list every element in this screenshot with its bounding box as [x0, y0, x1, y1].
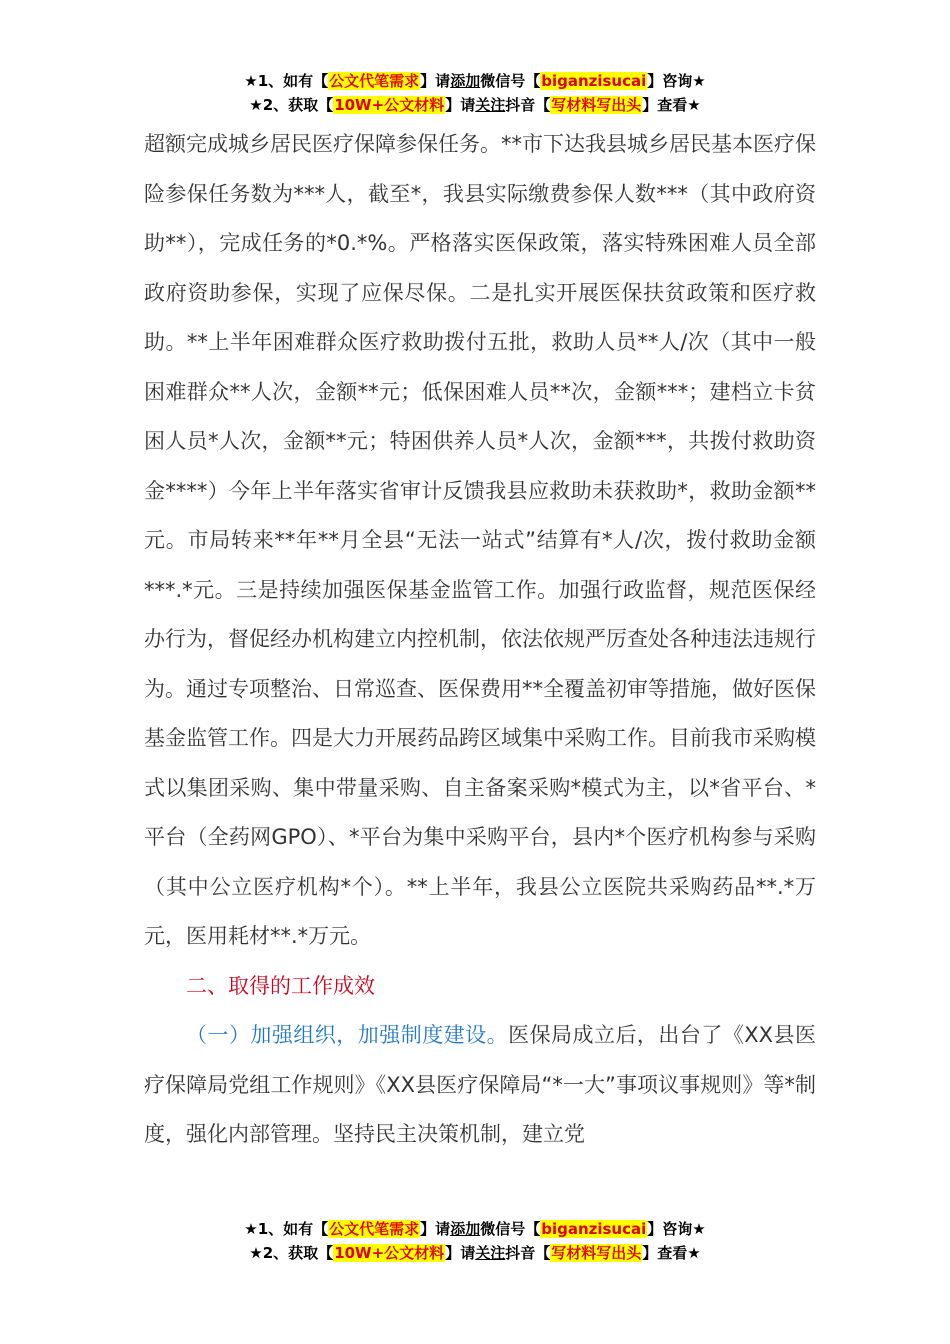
- banner-text: 】查看★: [642, 1244, 701, 1262]
- banner-text: 微信号【: [480, 1220, 541, 1238]
- banner-text: ★1、如有【: [244, 1220, 329, 1238]
- wechat-id: biganzisucai: [541, 1220, 647, 1238]
- body-paragraph: [144, 1011, 816, 1160]
- banner-text: ★1、如有【: [244, 72, 329, 90]
- wechat-id: biganzisucai: [541, 72, 647, 90]
- banner-text: 】请: [445, 1244, 476, 1262]
- douyin-account: 写材料写出头: [551, 96, 642, 114]
- banner-text: 】请: [420, 72, 451, 90]
- highlight-text: 10W+公文材料: [334, 1244, 445, 1262]
- banner-text: 微信号【: [480, 72, 541, 90]
- banner-line-1: [0, 69, 950, 93]
- footer-banner: [0, 1217, 950, 1265]
- banner-text: 】请: [445, 96, 476, 114]
- highlight-text: 10W+公文材料: [334, 96, 445, 114]
- banner-text: ★2、获取【: [249, 96, 334, 114]
- header-banner: [0, 69, 950, 117]
- banner-text: ★2、获取【: [249, 1244, 334, 1262]
- document-body: [144, 120, 816, 1160]
- banner-text: 】请: [420, 1220, 451, 1238]
- body-paragraph: 超额完成城乡居民医疗保障参保任务。**市下达我县城乡居民基本医疗保险参保任务数为***人，截至*，我县实际缴费参保人数***（其中政府资助**），完成任务的*0.*%。严格落实医保政策，落实特殊困难人员全部政府资助参保，实现了应保尽保。二是扎实开展医保扶贫政策和医疗救助。**上半年困难群众医疗救助拨付五批，救助人员**人/次（其中一般困难群众**人次，金额**元；低保困难人员**次，金额***；建档立卡贫困人员*人次，金额**元；特困供养人员*人次，金额***，共拨付救助资金****）今年上半年落实省审计反馈我县应救助未获救助*，救助金额**元。市局转来**年**月全县“无法一站式”结算有*人/次，拨付救助金额***.*元。三是持续加强医保基金监管工作。加强行政监督，规范医保经办行为，督促经办机构建立内控机制，依法依规严厉查处各种违法违规行为。通过专项整治、日常巡查、医保费用**全覆盖初审等措施，做好医保基金监管工作。四是大力开展药品跨区域集中采购工作。目前我市采购模式以集团采购、集中带量采购、自主备案采购*模式为主，以*省平台、*平台（全药网GPO）、*平台为集中采购平台，县内*个医疗机构参与采购（其中公立医疗机构*个）。**上半年，我县公立医院共采购药品**.*万元，医用耗材**.*万元。: [144, 132, 816, 948]
- banner-text: 】咨询★: [647, 72, 706, 90]
- douyin-account: 写材料写出头: [551, 1244, 642, 1262]
- banner-line-2: [0, 93, 950, 117]
- underlined-text: 添加: [450, 1220, 481, 1238]
- highlight-text: 公文代笔需求: [329, 1220, 420, 1238]
- banner-text: 】查看★: [642, 96, 701, 114]
- section-heading: 二、取得的工作成效: [186, 973, 375, 998]
- banner-line-1: [0, 1217, 950, 1241]
- underlined-text: 关注: [475, 96, 506, 114]
- highlight-text: 公文代笔需求: [329, 72, 420, 90]
- subsection-title: （一）加强组织，加强制度建设。: [186, 1023, 509, 1047]
- banner-text: 抖音【: [505, 1244, 551, 1262]
- banner-text: 】咨询★: [647, 1220, 706, 1238]
- underlined-text: 关注: [475, 1244, 506, 1262]
- banner-text: 抖音【: [505, 96, 551, 114]
- subsection-text: 医保局成立后，出台了《XX县医疗保障局党组工作规则》《XX县医疗保障局“*一大”事项议事规则》等*制度，强化内部管理。坚持民主决策机制，建立党: [144, 1023, 817, 1146]
- banner-line-2: [0, 1241, 950, 1265]
- underlined-text: 添加: [450, 72, 481, 90]
